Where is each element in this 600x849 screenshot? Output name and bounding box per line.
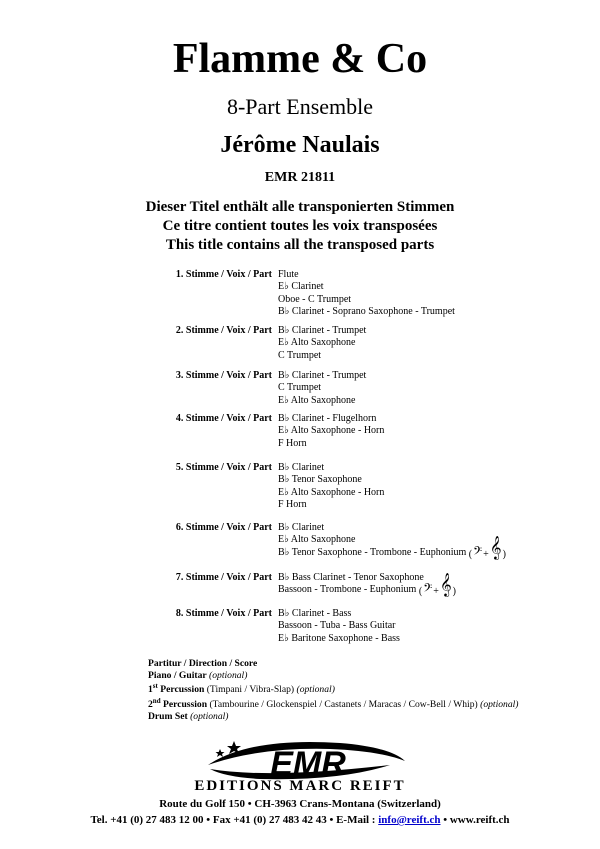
score-line: Partitur / Direction / Score bbox=[148, 658, 258, 669]
instrument-line: E♭ Alto Saxophone - Horn bbox=[278, 486, 385, 498]
page-title: Flamme & Co bbox=[172, 36, 428, 82]
catalog-number: EMR 21811 bbox=[264, 170, 336, 185]
instrument-line: E♭ Baritone Saxophone - Bass bbox=[278, 632, 400, 644]
clef-indicator: (𝄢+𝄞) bbox=[416, 574, 457, 599]
part-label: 1. Stimme / Voix / Part bbox=[175, 269, 272, 280]
instrument-line: Oboe - C Trumpet bbox=[278, 293, 352, 305]
bass-clef-icon: 𝄢 bbox=[473, 545, 483, 561]
part-instruments bbox=[278, 608, 400, 645]
score-list bbox=[148, 658, 519, 722]
part-label: 3. Stimme / Voix / Part bbox=[175, 370, 272, 381]
score-line: 2nd Percussion (Tambourine / Glockenspiel / Castanets / Maracas / Cow-Bell / Whip) (optional) bbox=[148, 696, 519, 711]
part-label: 5. Stimme / Voix / Part bbox=[175, 462, 272, 473]
instrument-line: F Horn bbox=[278, 499, 307, 511]
part-row bbox=[150, 413, 384, 450]
part-label: 4. Stimme / Voix / Part bbox=[175, 413, 272, 424]
composer-name: Jérôme Naulais bbox=[220, 132, 380, 158]
instrument-line: B♭ Clarinet - Bass bbox=[278, 608, 352, 619]
instrument-line: Flute bbox=[278, 269, 299, 280]
note-french: Ce titre contient toutes les voix transposées bbox=[162, 218, 438, 234]
part-row bbox=[150, 370, 366, 407]
publisher-name: EDITIONS MARC REIFT bbox=[194, 778, 406, 794]
part-instruments bbox=[278, 269, 455, 319]
score-line: 1st Percussion (Timpani / Vibra-Slap) (optional) bbox=[148, 682, 335, 696]
part-instruments bbox=[278, 370, 366, 407]
score-line: Piano / Guitar (optional) bbox=[148, 669, 248, 681]
instrument-line: C Trumpet bbox=[278, 349, 322, 361]
treble-clef-icon: 𝄞 bbox=[489, 536, 502, 559]
note-german: Dieser Titel enthält alle transponierten Stimmen bbox=[145, 199, 455, 215]
instrument-line: E♭ Alto Saxophone - Horn bbox=[278, 425, 385, 437]
website: • www.reift.ch bbox=[440, 814, 510, 826]
part-instruments bbox=[278, 325, 366, 362]
instrument-line: C Trumpet bbox=[278, 382, 322, 394]
instrument-line: B♭ Clarinet - Soprano Saxophone - Trumpet bbox=[278, 306, 455, 318]
instrument-line: B♭ Clarinet - Trumpet bbox=[278, 325, 367, 336]
instrument-line: E♭ Alto Saxophone bbox=[278, 337, 356, 349]
part-row bbox=[150, 522, 506, 559]
publisher-contact bbox=[0, 814, 600, 827]
instrument-line: B♭ Clarinet - Trumpet bbox=[278, 370, 367, 381]
part-label: 6. Stimme / Voix / Part bbox=[175, 522, 272, 533]
instrument-line: B♭ Tenor Saxophone bbox=[278, 474, 362, 486]
score-line: Drum Set (optional) bbox=[148, 710, 229, 722]
part-row bbox=[150, 608, 400, 645]
instrument-line: E♭ Clarinet bbox=[278, 281, 324, 293]
part-row bbox=[150, 462, 384, 512]
bass-clef-icon: 𝄢 bbox=[423, 583, 433, 599]
instrument-line: B♭ Clarinet bbox=[278, 462, 325, 473]
instrument-line: E♭ Alto Saxophone bbox=[278, 394, 356, 406]
instrument-line: B♭ Clarinet - Flugelhorn bbox=[278, 413, 377, 424]
part-row bbox=[150, 269, 455, 319]
publisher-address: Route du Golf 150 • CH-3963 Crans-Montana (Switzerland) bbox=[159, 798, 441, 810]
part-row bbox=[150, 572, 456, 597]
part-instruments bbox=[278, 462, 384, 512]
part-instruments bbox=[278, 522, 506, 559]
instrument-text: B♭ Tenor Saxophone - Trombone - Euphonium bbox=[278, 546, 467, 558]
instrument-text: Bassoon - Trombone - Euphonium bbox=[278, 584, 417, 596]
instrument-line: F Horn bbox=[278, 437, 307, 449]
treble-clef-icon: 𝄞 bbox=[439, 574, 452, 597]
instrument-line: B♭ Clarinet bbox=[278, 522, 325, 533]
subtitle: 8-Part Ensemble bbox=[226, 94, 374, 119]
svg-text:EMR: EMR bbox=[270, 745, 346, 783]
instrument-line: B♭ Bass Clarinet - Tenor Saxophone bbox=[278, 572, 424, 583]
email-link[interactable]: info@reift.ch bbox=[378, 814, 441, 826]
part-label: 8. Stimme / Voix / Part bbox=[175, 608, 272, 619]
part-instruments bbox=[278, 413, 384, 450]
contact-phone-fax: Tel. +41 (0) 27 483 12 00 • Fax +41 (0) 27 483 42 43 • E-Mail : bbox=[90, 814, 379, 826]
clef-indicator: (𝄢+𝄞) bbox=[466, 536, 506, 561]
instrument-line: E♭ Alto Saxophone bbox=[278, 534, 356, 546]
part-instruments bbox=[278, 572, 456, 597]
note-english: This title contains all the transposed parts bbox=[165, 237, 435, 253]
part-label: 7. Stimme / Voix / Part bbox=[175, 572, 272, 583]
part-label: 2. Stimme / Voix / Part bbox=[175, 325, 272, 336]
transposition-notes bbox=[0, 198, 600, 255]
part-row bbox=[150, 325, 366, 362]
instrument-line: Bassoon - Tuba - Bass Guitar bbox=[278, 620, 396, 632]
